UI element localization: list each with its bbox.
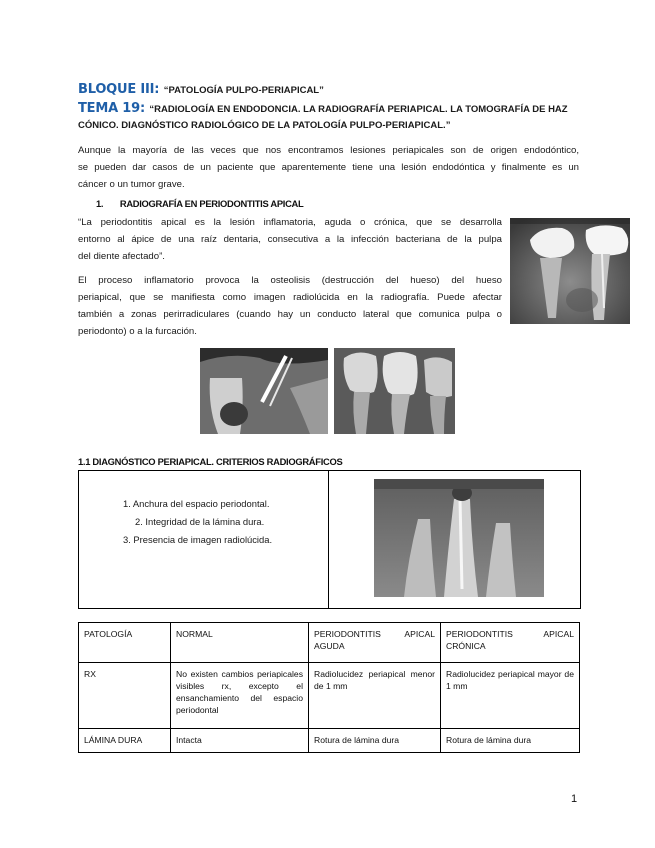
- section-1-1-heading: 1.1 DIAGNÓSTICO PERIAPICAL. CRITERIOS RADIOGRÁFICOS: [78, 456, 343, 467]
- section-1-number: 1.: [96, 198, 104, 209]
- intro-paragraph: [78, 142, 579, 193]
- table-row: [79, 663, 580, 729]
- para-line: también a zonas perirradiculares (cuando hay un conducto lateral que comunica pulpa o: [78, 309, 502, 320]
- header-cell: PERIODONTITIS APICAL AGUDA: [309, 623, 441, 663]
- table-cell: Intacta: [171, 729, 309, 753]
- header-cell: PERIODONTITIS APICAL CRÓNICA: [441, 623, 580, 663]
- bloque-title: “PATOLOGÍA PULPO-PERIAPICAL”: [163, 85, 324, 96]
- para-line: El proceso inflamatorio provoca la osteolisis (destrucción del hueso) del hueso: [78, 275, 502, 286]
- table-cell: RX: [79, 663, 171, 729]
- para-line: periapical, que se manifiesta como imagen radiolúcida en la radiografía. Puede afectar: [78, 292, 502, 303]
- table-cell: Radiolucidez periapical menor de 1 mm: [309, 663, 441, 729]
- table-cell: No existen cambios periapicales visibles rx, excepto el ensanchamiento del espacio periodontal: [171, 663, 309, 729]
- periapical-xray-image-1: [510, 218, 630, 324]
- intro-line: se pueden dar casos de un paciente que aparentemente tiene una lesión endodóntica y finalmente es un: [78, 162, 579, 173]
- quote-line: del diente afectado”.: [78, 251, 165, 262]
- quote-line: “La periodontitis apical es la lesión inflamatoria, aguda o crónica, que se desarrolla: [78, 217, 502, 228]
- intro-line: Aunque la mayoría de las veces que nos encontramos lesiones periapicales son de origen endodóntico,: [78, 145, 579, 156]
- table-cell: LÁMINA DURA: [79, 729, 171, 753]
- para-line: periodonto) o a la furcación.: [78, 326, 197, 337]
- quote-line: entorno al ápice de una raíz dentaria, consecutiva a la infección bacteriana de la pulpa: [78, 234, 502, 245]
- intro-line: cáncer o un tumor grave.: [78, 179, 185, 190]
- bloque-label: BLOQUE III:: [78, 82, 160, 97]
- osteolisis-paragraph: [78, 272, 502, 340]
- pathology-table: [78, 622, 580, 753]
- criteria-item: 3. Presencia de imagen radiolúcida.: [123, 534, 273, 545]
- tema-title-line-2: CÓNICO. DIAGNÓSTICO RADIOLÓGICO DE LA PATOLOGÍA PULPO-PERIAPICAL.”: [78, 120, 451, 131]
- header-cell: NORMAL: [171, 623, 309, 663]
- periapical-xray-image-3: [334, 348, 455, 434]
- section-1-title: RADIOGRAFÍA EN PERIODONTITIS APICAL: [119, 198, 304, 209]
- table-cell: Rotura de lámina dura: [309, 729, 441, 753]
- section-1-heading: [96, 198, 303, 209]
- table-row: [79, 729, 580, 753]
- header-cell: PATOLOGÍA: [79, 623, 171, 663]
- table-header-row: [79, 623, 580, 663]
- table-cell: Rotura de lámina dura: [441, 729, 580, 753]
- definition-quote: [78, 214, 502, 265]
- tema-heading: [78, 99, 568, 117]
- page-number: 1: [571, 793, 578, 805]
- criteria-item: 2. Integridad de la lámina dura.: [135, 516, 265, 527]
- table-cell: Radiolucidez periapical mayor de 1 mm: [441, 663, 580, 729]
- tema-title-line-1: “RADIOLOGÍA EN ENDODONCIA. LA RADIOGRAFÍA PERIAPICAL. LA TOMOGRAFÍA DE HAZ: [149, 104, 568, 115]
- periapical-xray-image-2: [200, 348, 328, 434]
- criteria-divider: [328, 471, 329, 608]
- criteria-table: [78, 470, 581, 609]
- criteria-item: 1. Anchura del espacio periodontal.: [123, 498, 270, 509]
- tema-label: TEMA 19:: [78, 101, 145, 116]
- criteria-list: [123, 495, 272, 549]
- periapical-xray-image-4: [374, 479, 544, 597]
- bloque-heading: [78, 80, 324, 98]
